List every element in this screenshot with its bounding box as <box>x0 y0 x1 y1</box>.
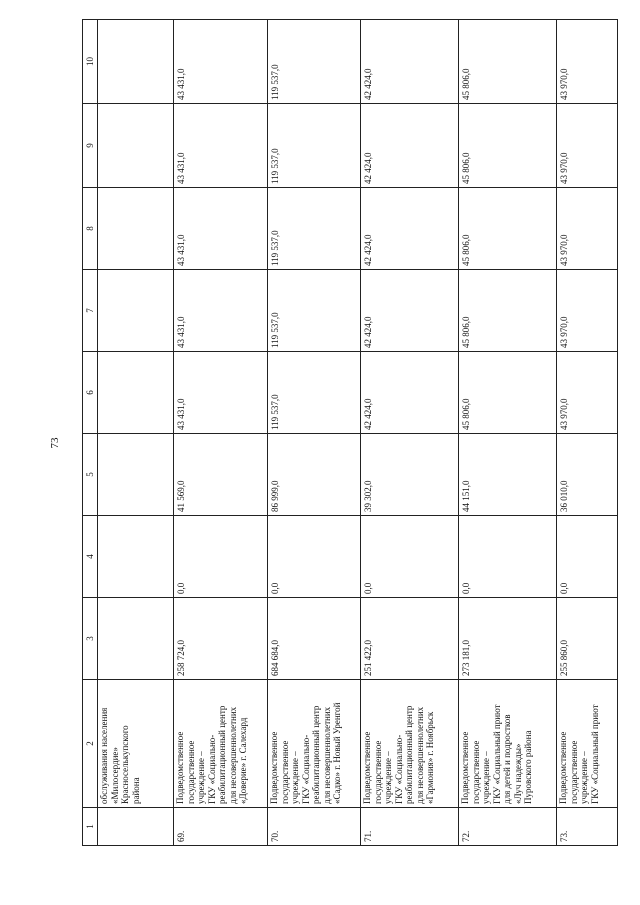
value-cell: 43 431,0 <box>174 270 268 352</box>
table-row <box>98 20 174 846</box>
value-cell: 0,0 <box>361 516 459 598</box>
header-cell: 5 <box>83 434 98 516</box>
institution-name-cell: обслуживания населения «Милосердие» Красноселькупского района <box>98 680 174 808</box>
value-cell <box>98 434 174 516</box>
value-cell: 39 302,0 <box>361 434 459 516</box>
value-cell: 42 424,0 <box>361 188 459 270</box>
value-cell: 258 724,0 <box>174 598 268 680</box>
value-cell: 45 806,0 <box>459 352 557 434</box>
table-row <box>174 20 268 846</box>
header-cell: 8 <box>83 188 98 270</box>
value-cell: 251 422,0 <box>361 598 459 680</box>
value-cell <box>98 516 174 598</box>
value-cell: 45 806,0 <box>459 270 557 352</box>
row-number-cell: 69. <box>174 808 268 846</box>
value-cell: 43 970,0 <box>557 104 618 188</box>
value-cell: 119 537,0 <box>268 104 361 188</box>
value-cell: 45 806,0 <box>459 104 557 188</box>
value-cell: 45 806,0 <box>459 188 557 270</box>
institution-name-cell: Подведомственное государственное учреждение – ГКУ «Социальный приют <box>557 680 618 808</box>
value-cell: 119 537,0 <box>268 352 361 434</box>
value-cell: 43 431,0 <box>174 20 268 104</box>
value-cell: 119 537,0 <box>268 20 361 104</box>
value-cell: 0,0 <box>174 516 268 598</box>
header-cell: 1 <box>83 808 98 846</box>
value-cell: 43 970,0 <box>557 20 618 104</box>
value-cell: 42 424,0 <box>361 270 459 352</box>
value-cell <box>98 20 174 104</box>
value-cell <box>98 104 174 188</box>
value-cell: 36 010,0 <box>557 434 618 516</box>
value-cell: 86 999,0 <box>268 434 361 516</box>
value-cell: 119 537,0 <box>268 270 361 352</box>
header-cell: 4 <box>83 516 98 598</box>
value-cell: 43 431,0 <box>174 352 268 434</box>
row-number-cell: 71. <box>361 808 459 846</box>
header-cell: 3 <box>83 598 98 680</box>
value-cell: 45 806,0 <box>459 20 557 104</box>
value-cell: 44 151,0 <box>459 434 557 516</box>
header-cell: 9 <box>83 104 98 188</box>
value-cell: 41 569,0 <box>174 434 268 516</box>
row-number-cell: 72. <box>459 808 557 846</box>
value-cell <box>98 270 174 352</box>
institution-name-cell: Подведомственное государственное учреждение – ГКУ «Социально- реабилитационный центр для несовершеннолетних «Садко» г. Новый Уренгой <box>268 680 361 808</box>
value-cell <box>98 352 174 434</box>
value-cell: 0,0 <box>268 516 361 598</box>
value-cell: 42 424,0 <box>361 20 459 104</box>
value-cell <box>98 188 174 270</box>
header-cell: 10 <box>83 20 98 104</box>
value-cell: 273 181,0 <box>459 598 557 680</box>
budget-table <box>82 19 618 846</box>
value-cell: 684 684,0 <box>268 598 361 680</box>
header-row <box>83 20 98 846</box>
row-number-cell: 70. <box>268 808 361 846</box>
header-cell: 2 <box>83 680 98 808</box>
value-cell: 255 860,0 <box>557 598 618 680</box>
value-cell: 42 424,0 <box>361 104 459 188</box>
header-cell: 6 <box>83 352 98 434</box>
value-cell: 43 970,0 <box>557 270 618 352</box>
table-row <box>361 20 459 846</box>
value-cell: 0,0 <box>459 516 557 598</box>
institution-name-cell: Подведомственное государственное учреждение – ГКУ «Социальный приют для детей и подростков «Луч надежды» Пуровского района <box>459 680 557 808</box>
rotated-table-stage <box>82 20 608 846</box>
table-row <box>459 20 557 846</box>
value-cell: 42 424,0 <box>361 352 459 434</box>
page-number: 73 <box>49 437 61 449</box>
header-cell: 7 <box>83 270 98 352</box>
value-cell: 0,0 <box>557 516 618 598</box>
table-row <box>268 20 361 846</box>
value-cell: 43 970,0 <box>557 352 618 434</box>
value-cell: 43 970,0 <box>557 188 618 270</box>
value-cell: 43 431,0 <box>174 188 268 270</box>
value-cell <box>98 598 174 680</box>
table-row <box>557 20 618 846</box>
value-cell: 119 537,0 <box>268 188 361 270</box>
row-number-cell <box>98 808 174 846</box>
institution-name-cell: Подведомственное государственное учреждение – ГКУ «Социально- реабилитационный центр для несовершеннолетних «Доверие» г. Салехард <box>174 680 268 808</box>
institution-name-cell: Подведомственное государственное учреждение – ГКУ «Социально- реабилитационный центр для несовершеннолетних «Гармония» г. Ноябрьск <box>361 680 459 808</box>
value-cell: 43 431,0 <box>174 104 268 188</box>
row-number-cell: 73. <box>557 808 618 846</box>
